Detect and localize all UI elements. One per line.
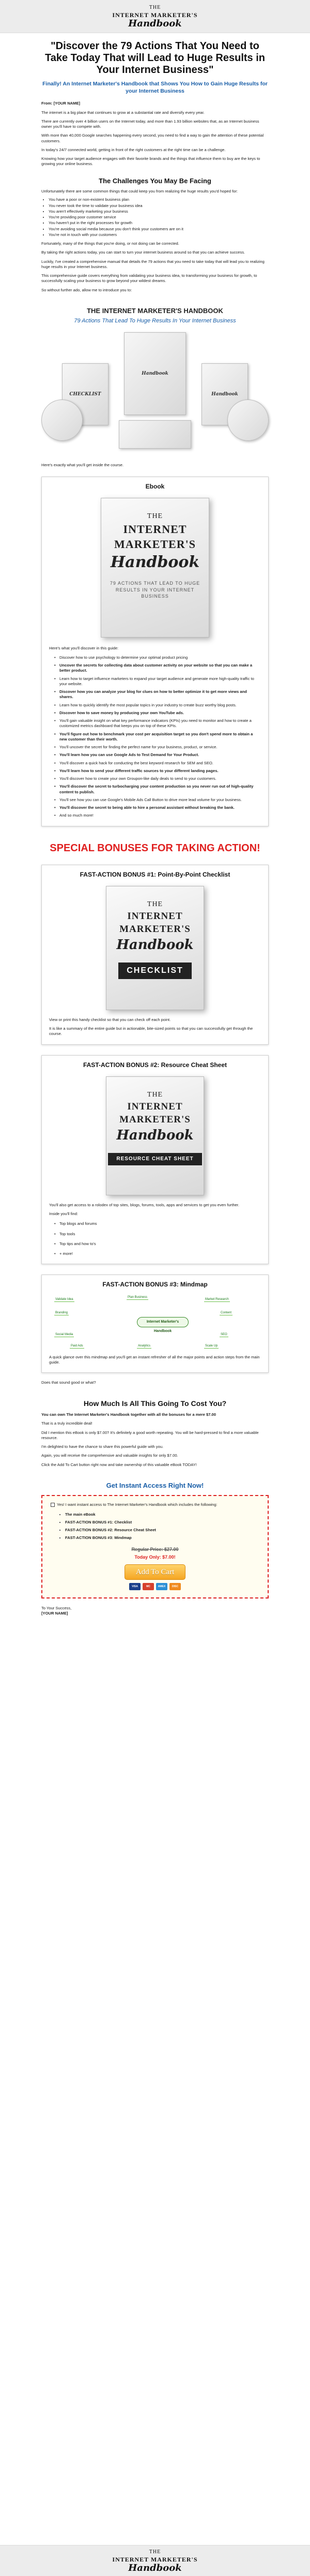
- order-checkbox[interactable]: [51, 1503, 55, 1507]
- intro-paragraph: With more than 40,000 Google searches happening every second, you need to find a way to gain the attention of these potential customers.: [41, 133, 264, 143]
- ebook-bullet: • Uncover the secrets for collecting data about customer activity on your website so that you can make a better product.: [54, 663, 261, 674]
- mindmap-node: Analytics: [137, 1344, 151, 1349]
- payment-cards: [51, 1583, 259, 1590]
- site-logo: [112, 4, 197, 29]
- mindmap-node: Scale Up: [204, 1344, 219, 1349]
- peek-line: Here's exactly what you'll get inside the course.: [41, 463, 124, 468]
- mindmap-node: Paid Ads: [70, 1344, 84, 1349]
- cover-line-3: Handbook: [110, 553, 200, 571]
- greeting-text: From: [YOUR NAME]: [41, 101, 81, 106]
- bonus3-paragraph: A quick glance over this mindmap and you'll get an instant refresher of all the major points and action steps from the main guide.: [49, 1354, 260, 1365]
- ebook-bullet: • You'll uncover the secret for finding the perfect name for your business, product, or service.: [54, 745, 261, 750]
- signoff-line: To Your Success,: [41, 1606, 72, 1610]
- order-checkbox-label: Yes! I want instant access to The Internet Marketer's Handbook which includes the following:: [57, 1502, 218, 1507]
- intro-paragraph: There are currently over 4 billion users on the Internet today, and more than 1.93 billion websites that, as an Internet business owner you'll have to compete with.: [41, 119, 259, 129]
- cost-title: How Much Is All This Going To Cost You?: [83, 1399, 227, 1408]
- ebook-bullet: • Discover how to save money by producing your own YouTube ads.: [54, 710, 261, 716]
- mindmap-node: Market Research: [204, 1297, 230, 1302]
- product-bundle-image: [41, 332, 269, 451]
- ebook-bullet: • You'll learn how you can use Google Ads to Test Demand for Your Product.: [54, 752, 261, 758]
- body-paragraph: So without further ado, allow me to introduce you to:: [41, 287, 132, 292]
- list-item: • Top tips and how to's: [54, 1241, 261, 1247]
- product-title: THE INTERNET MARKETER'S HANDBOOK: [87, 306, 223, 315]
- bundle-cheatsheet-image: Handbook: [202, 363, 248, 425]
- mindmap-node: Social Media: [54, 1333, 74, 1337]
- list-item: • Top blogs and forums: [54, 1221, 261, 1226]
- bundle-ebook-image: Handbook: [124, 332, 186, 415]
- cost-paragraph: Did I mention this eBook is only $7.00? It's definitely a good worth repeating. You will be hard-pressed to find a more valuable resource.: [41, 1430, 259, 1440]
- logo-line-1: THE: [149, 2549, 161, 2555]
- ebook-bullet: • You'll learn how to send your different traffic sources to your different landing pages.: [54, 768, 261, 774]
- cover-line-3: Handbook: [116, 937, 194, 953]
- amex-card-icon: AMEX: [156, 1583, 167, 1590]
- order-items: [65, 1512, 259, 1541]
- mindmap-image: [49, 1294, 261, 1351]
- mastercard-icon: MC: [143, 1583, 154, 1590]
- bonus-headline: SPECIAL BONUSES FOR TAKING ACTION!: [50, 842, 260, 854]
- discover-card-icon: DISC: [169, 1583, 181, 1590]
- challenges-title: The Challenges You May Be Facing: [99, 176, 211, 185]
- signoff-name: [YOUR NAME]: [41, 1611, 68, 1616]
- body-paragraph: Fortunately, many of the things that you're doing, or not doing can be corrected.: [41, 241, 179, 246]
- today-price: Today Only: $7.00!: [134, 1554, 176, 1560]
- regular-price: Regular Price: $27.00: [131, 1546, 179, 1552]
- list-item: • You're avoiding social media because you don't think your customers are on it: [49, 227, 269, 232]
- bonus2-box: [41, 1055, 269, 1265]
- cover-line-1: THE: [147, 1090, 163, 1099]
- challenges-list: [49, 197, 269, 238]
- list-item: • + more!: [54, 1251, 261, 1256]
- list-item: • You have a poor or non-existent business plan: [49, 197, 269, 202]
- logo-line-3: Handbook: [128, 18, 182, 29]
- page-subheadline: Finally! An Internet Marketer's Handbook that Shows You How to Gain Huge Results for your Internet Business: [42, 81, 268, 95]
- footer-logo: [112, 2549, 197, 2573]
- cover-line-1: THE: [147, 900, 163, 908]
- ebook-bullet: • You'll discover how to create your own Groupon-like daily deals to send to your customers.: [54, 776, 261, 781]
- list-item: • FAST-ACTION BONUS #3: Mindmap: [65, 1535, 259, 1541]
- bonus1-box: [41, 865, 269, 1045]
- cost-paragraph: I'm delighted to have the chance to share this powerful guide with you.: [41, 1444, 164, 1449]
- bonus2-paragraph: You'll also get access to a rolodex of top sites, blogs, forums, tools, apps and services to get you even further.: [49, 1202, 239, 1207]
- cost-paragraph: Click the Add To Cart button right now and take ownership of this valuable eBook TODAY!: [41, 1462, 197, 1467]
- ebook-bullet: • You'll discover the secret to being able to hire a personal assistant without breaking the bank.: [54, 805, 261, 810]
- cover-line-2: INTERNET MARKETER'S: [119, 1101, 191, 1126]
- ebook-title: Ebook: [145, 482, 165, 490]
- list-item: • You haven't put in the right processes for growth: [49, 220, 269, 226]
- list-item: • You aren't effectively marketing your business: [49, 209, 269, 214]
- ebook-bullet: • Discover how you can analyze your blog for clues on how to better optimize it to get more views and shares.: [54, 689, 261, 700]
- bundle-cd-image: [227, 399, 269, 441]
- mindmap-center-node: Internet Marketer's Handbook: [137, 1317, 189, 1327]
- bonus3-title: FAST-ACTION BONUS #3: Mindmap: [102, 1281, 208, 1289]
- page-headline: "Discover the 79 Actions That You Need to Take Today That will Lead to Huge Results in Your Internet Business": [45, 40, 265, 76]
- product-banner: [41, 306, 269, 325]
- intro-paragraph: The internet is a big place that continues to grow at a substantial rate and diversify every year.: [41, 110, 205, 115]
- cover-tag: RESOURCE CHEAT SHEET: [108, 1153, 202, 1165]
- bundle-checklist-image: CHECKLIST: [62, 363, 109, 425]
- product-tagline: 79 Actions That Lead To Huge Results In Your Internet Business: [74, 318, 236, 324]
- bonus2-paragraph: Inside you'll find:: [49, 1211, 78, 1217]
- body-paragraph: Luckily, I've created a comprehensive manual that details the 79 actions that you need to take today that will lead you to realizing huge results in your Internet business.: [41, 259, 265, 269]
- cover-line-2: INTERNET MARKETER'S: [114, 522, 196, 551]
- ebook-bullet: • You'll gain valuable insight on what key performance indicators (KPIs) you need to monitor and how to create a customized metrics dashboard that keeps you on top of these KPIs.: [54, 718, 261, 729]
- cost-paragraph: You can own The Internet Marketer's Handbook together with all the bonuses for a mere $7.00: [41, 1412, 216, 1417]
- bonus1-title: FAST-ACTION BONUS #1: Point-By-Point Checklist: [80, 870, 230, 878]
- list-item: • The main eBook: [65, 1512, 259, 1517]
- mindmap-node: Validate Idea: [54, 1297, 74, 1302]
- mindmap-node: Branding: [54, 1311, 69, 1315]
- mindmap-node: Content: [220, 1311, 233, 1315]
- footer-band: [0, 2545, 310, 2576]
- ebook-bullet: • Learn how to quickly identify the most popular topics in your industry to create buzz worthy blog posts.: [54, 703, 261, 708]
- list-item: • You're not in touch with your customers: [49, 232, 269, 238]
- mindmap-node: SEO: [220, 1333, 228, 1337]
- cover-line-2: INTERNET MARKETER'S: [119, 910, 191, 935]
- ebook-discover-intro: Here's what you'll discover in this guide:: [49, 645, 119, 650]
- cover-subtitle: 79 ACTIONS THAT LEAD TO HUGE RESULTS IN YOUR INTERNET BUSINESS: [110, 581, 200, 599]
- ebook-cover-image: [101, 498, 209, 638]
- bundle-cd-image: [41, 399, 83, 441]
- cover-tag: CHECKLIST: [118, 963, 192, 979]
- ebook-bullet: • You'll discover the secret to turbocharging your content production so you never run out of high-quality content to publish.: [54, 784, 261, 795]
- bonus1-paragraph: It is like a summary of the entire guide but in actionable, bite-sized points so that you can successfully get through the course.: [49, 1026, 253, 1037]
- checklist-cover-image: [106, 886, 204, 1010]
- bonus2-title: FAST-ACTION BONUS #2: Resource Cheat Sheet: [83, 1061, 227, 1069]
- ebook-bullet: • You'll figure out how to benchmark your cost per acquisition target so you don't spend more to obtain a new customer than their worth.: [54, 732, 261, 743]
- bonus3-box: [41, 1275, 269, 1373]
- ebook-box: [41, 477, 269, 826]
- logo-line-3: Handbook: [128, 2563, 182, 2574]
- intro-paragraph: Knowing how your target audience engages with their favorite brands and the things that influence them to buy are the keys to growing your online business.: [41, 156, 260, 167]
- closing-question: Does that sound good or what?: [41, 1380, 96, 1385]
- mindmap-node: Plan Business: [127, 1295, 148, 1300]
- order-box: [41, 1495, 269, 1598]
- bundle-tablet-image: [119, 420, 191, 449]
- cover-line-1: THE: [147, 512, 163, 520]
- ebook-bullet-list: [54, 655, 261, 819]
- cost-paragraph: Again, you will receive the comprehensive and valuable insights for only $7.00.: [41, 1453, 178, 1458]
- intro-paragraph: In today's 24/7 connected world, getting in front of the right customers at the right time can be a challenge.: [41, 147, 226, 152]
- visa-card-icon: VISA: [129, 1583, 141, 1590]
- list-item: • FAST-ACTION BONUS #2: Resource Cheat Sheet: [65, 1528, 259, 1533]
- ebook-bullet: • You'll discover a quick hack for conducting the best keyword research for SEM and SEO.: [54, 761, 261, 766]
- ebook-bullet: • And so much more!: [54, 813, 261, 818]
- main-content: [41, 33, 269, 1617]
- list-item: • You're providing poor customer service: [49, 215, 269, 220]
- logo-line-2: INTERNET MARKETER'S: [112, 11, 198, 19]
- bonus2-list: [54, 1221, 261, 1256]
- body-paragraph: By taking the right actions today, you can start to turn your internet business around so that you can achieve success.: [41, 250, 245, 255]
- list-item: • You never took the time to validate your business idea: [49, 203, 269, 209]
- header-band: [0, 0, 310, 33]
- cost-paragraph: That is a truly incredible deal!: [41, 1421, 92, 1426]
- cheatsheet-cover-image: [106, 1076, 204, 1195]
- list-item: • Top tools: [54, 1232, 261, 1237]
- ebook-bullet: • You'll see how you can use Google's Mobile Ads Call Button to drive more lead volume for your business.: [54, 797, 261, 803]
- cover-line-3: Handbook: [116, 1128, 194, 1144]
- ebook-bullet: • Learn how to target influence marketers to expand your target audience and generate more high-quality traffic to your website.: [54, 676, 261, 687]
- logo-line-2: INTERNET MARKETER'S: [112, 2556, 198, 2564]
- challenges-intro: Unfortunately there are some common things that could keep you from realizing the huge results you'd hoped for:: [41, 189, 238, 194]
- ebook-bullet: • Discover how to use psychology to determine your optimal product pricing: [54, 655, 261, 660]
- order-confirm-row: [51, 1502, 259, 1507]
- bonus1-paragraph: View or print this handy checklist so that you can check off each point.: [49, 1017, 171, 1022]
- list-item: • FAST-ACTION BONUS #1: Checklist: [65, 1520, 259, 1525]
- logo-line-1: THE: [149, 4, 161, 10]
- add-to-cart-button[interactable]: Add To Cart: [125, 1564, 185, 1580]
- body-paragraph: This comprehensive guide covers everything from validating your business idea, to transforming your business for growth, to successfully scaling your business to grow beyond your wildest dreams.: [41, 273, 257, 284]
- access-title: Get Instant Access Right Now!: [106, 1481, 204, 1489]
